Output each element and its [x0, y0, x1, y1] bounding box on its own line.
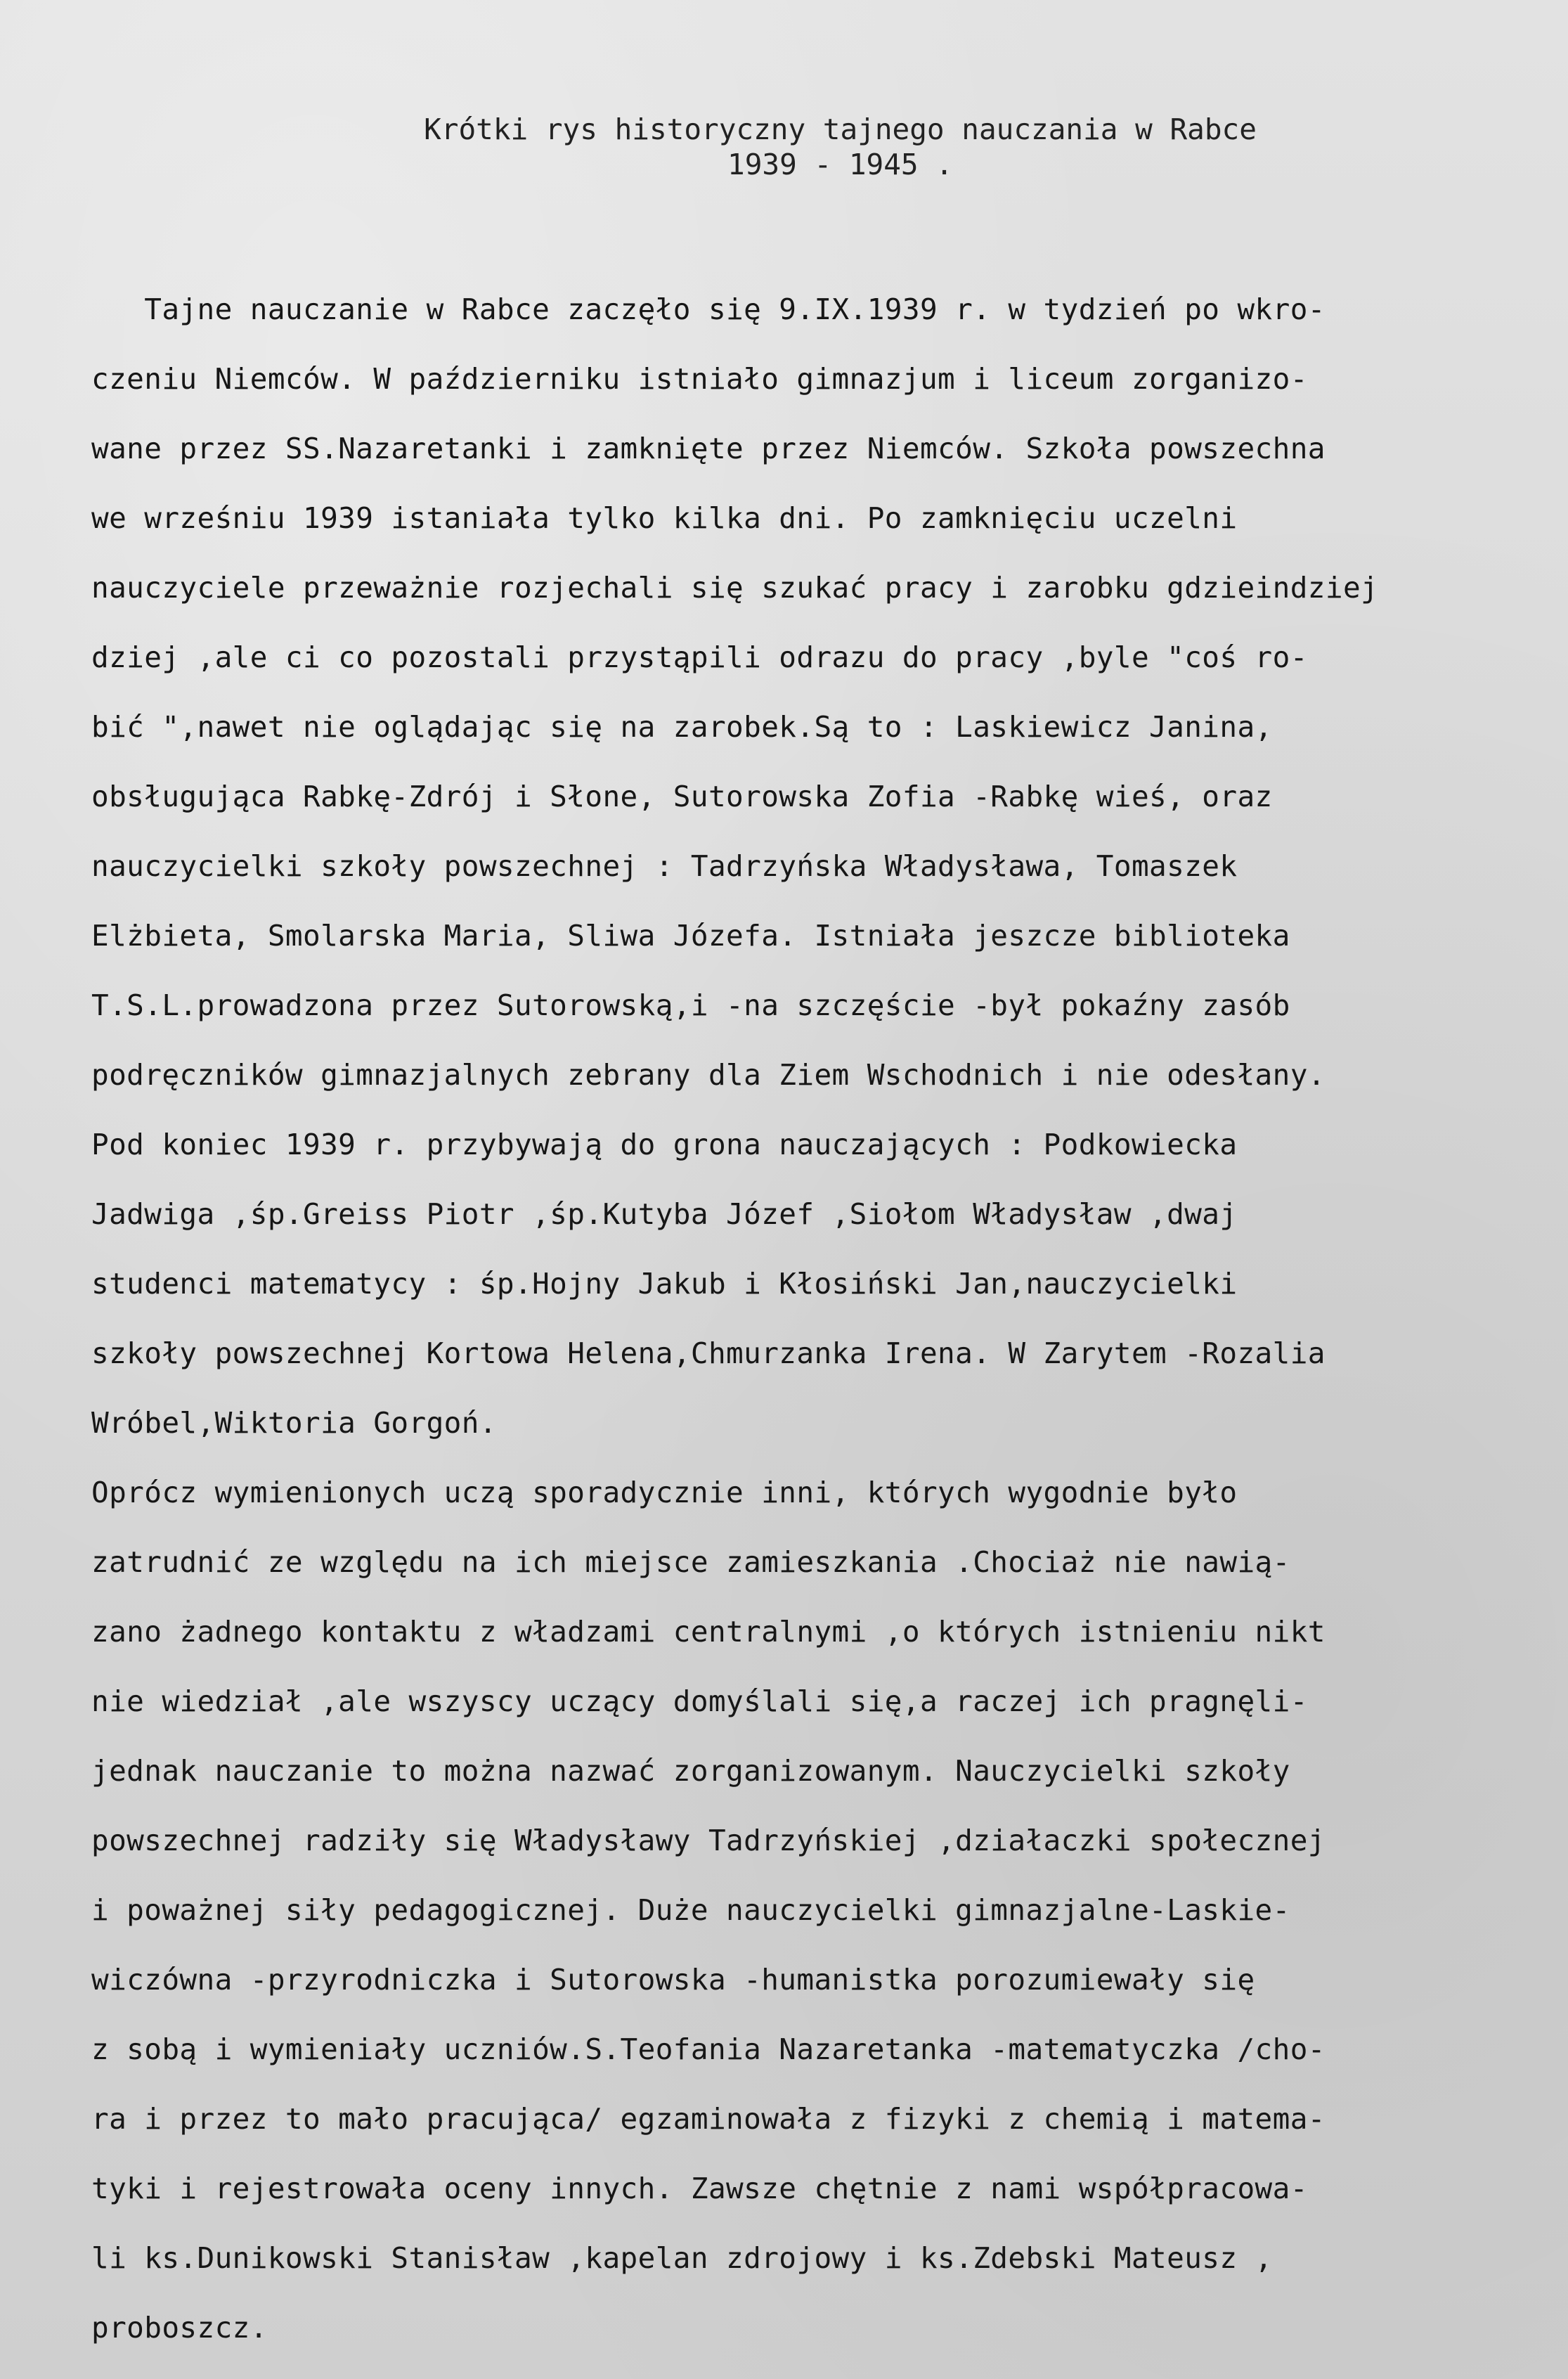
document-title: Krótki rys historyczny tajnego nauczania w Rabce [424, 112, 1257, 146]
text-line: Pod koniec 1939 r. przybywają do grona nauczających : Podkowiecka [91, 1128, 1238, 1161]
text-line: powszechnej radziły się Władysławy Tadrzyńskiej ,działaczki społecznej [91, 1824, 1326, 1857]
text-line: li ks.Dunikowski Stanisław ,kapelan zdrojowy i ks.Zdebski Mateusz , [91, 2241, 1273, 2275]
text-line: bić ",nawet nie oglądając się na zarobek.Są to : Laskiewicz Janina, [91, 710, 1273, 744]
text-line: zatrudnić ze względu na ich miejsce zamieszkania .Chociaż nie nawią- [91, 1545, 1290, 1579]
text-line: czeniu Niemców. W październiku istniało gimnazjum i liceum zorganizo- [91, 362, 1308, 396]
text-line: wane przez SS.Nazaretanki i zamknięte przez Niemców. Szkoła powszechna [91, 432, 1326, 465]
text-line: nauczyciele przeważnie rozjechali się szukać pracy i zarobku gdzieindziej [91, 571, 1379, 605]
text-line: proboszcz. [91, 2311, 268, 2345]
text-line: Tajne nauczanie w Rabce zaczęło się 9.IX.1939 r. w tydzień po wkro- [91, 292, 1326, 326]
text-line: obsługująca Rabkę-Zdrój i Słone, Sutorowska Zofia -Rabkę wieś, oraz [91, 780, 1273, 813]
text-line: dziej ,ale ci co pozostali przystąpili odrazu do pracy ,byle "coś ro- [91, 640, 1308, 674]
text-line: szkoły powszechnej Kortowa Helena,Chmurzanka Irena. W Zarytem -Rozalia [91, 1336, 1326, 1370]
text-line: Wróbel,Wiktoria Gorgoń. [91, 1406, 497, 1440]
text-line: z sobą i wymieniały uczniów.S.Teofania Nazaretanka -matematyczka /cho- [91, 2032, 1326, 2066]
text-line: jednak nauczanie to można nazwać zorganizowanym. Nauczycielki szkoły [91, 1754, 1290, 1788]
document-body [91, 288, 1553, 2376]
text-line: studenci matematycy : śp.Hojny Jakub i Kłosiński Jan,nauczycielki [91, 1267, 1238, 1301]
text-line: nie wiedział ,ale wszyscy uczący domyślali się,a raczej ich pragnęli- [91, 1684, 1308, 1718]
text-line: we wrześniu 1939 istaniała tylko kilka dni. Po zamknięciu uczelni [91, 501, 1238, 535]
text-line: Jadwiga ,śp.Greiss Piotr ,śp.Kutyba Józef ,Siołom Władysław ,dwaj [91, 1197, 1238, 1231]
document-title-years: 1939 - 1945 . [727, 148, 953, 181]
text-line: zano żadnego kontaktu z władzami centralnymi ,o których istnieniu nikt [91, 1615, 1326, 1649]
text-line: nauczycielki szkoły powszechnej : Tadrzyńska Władysława, Tomaszek [91, 849, 1238, 883]
text-line: ra i przez to mało pracująca/ egzaminowała z fizyki z chemią i matema- [91, 2102, 1326, 2136]
text-line: T.S.L.prowadzona przez Sutorowską,i -na szczęście -był pokaźny zasób [91, 988, 1290, 1022]
text-line: tyki i rejestrowała oceny innych. Zawsze chętnie z nami współpracowa- [91, 2172, 1308, 2205]
text-line: i poważnej siły pedagogicznej. Duże nauczycielki gimnazjalne-Laskie- [91, 1893, 1290, 1927]
text-line: podręczników gimnazjalnych zebrany dla Ziem Wschodnich i nie odesłany. [91, 1058, 1326, 1092]
text-line: Oprócz wymienionych uczą sporadycznie inni, których wygodnie było [91, 1476, 1238, 1509]
text-line: Elżbieta, Smolarska Maria, Sliwa Józefa. Istniała jeszcze biblioteka [91, 919, 1290, 953]
text-line: wiczówna -przyrodniczka i Sutorowska -humanistka porozumiewały się [91, 1963, 1255, 1997]
